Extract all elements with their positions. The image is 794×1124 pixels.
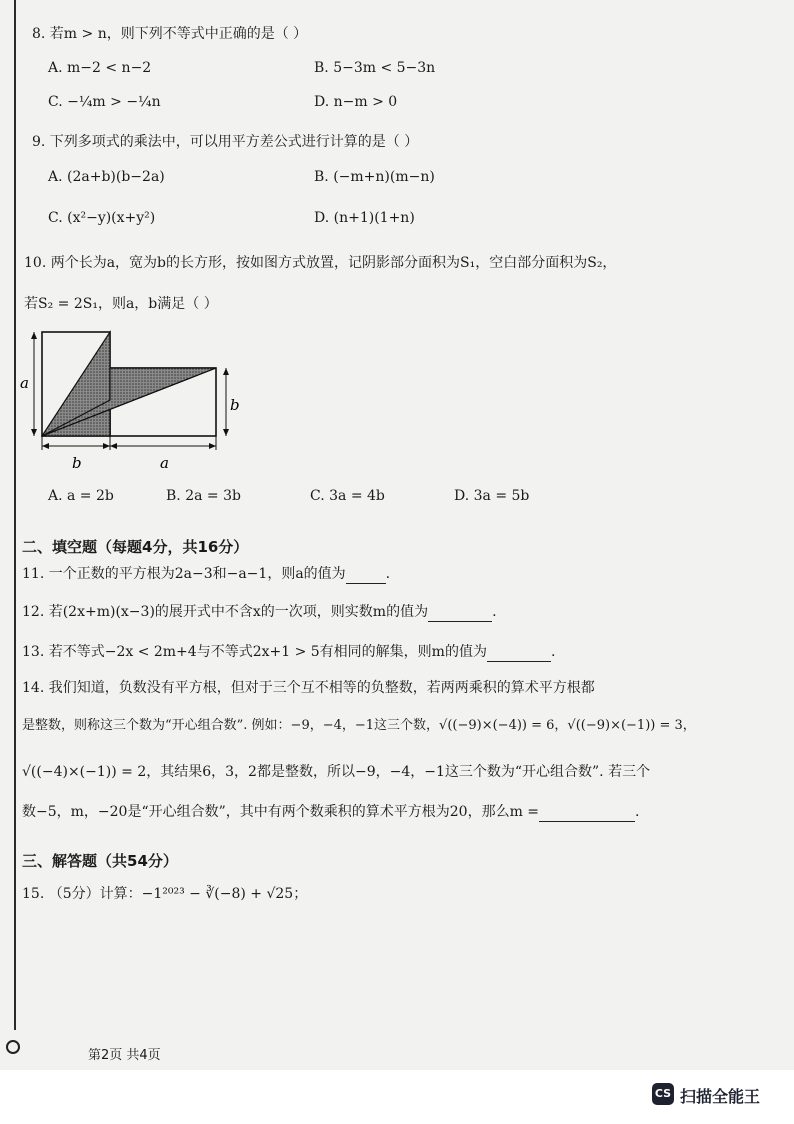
q10-option-a: A. a = 2b xyxy=(48,488,114,504)
q8-option-d: D. n−m > 0 xyxy=(314,94,398,110)
q14-blank xyxy=(539,807,635,822)
binding-hole xyxy=(6,1040,20,1054)
section-2-heading: 二、填空题（每题4分，共16分） xyxy=(22,538,249,556)
q13-blank xyxy=(487,647,551,662)
q12-text: 12. 若(2x+m)(x−3)的展开式中不含x的一次项，则实数m的值为 xyxy=(22,604,429,620)
q9-option-c: C. (x²−y)(x+y²) xyxy=(48,210,156,226)
q13-text: 13. 若不等式−2x < 2m+4与不等式2x+1 > 5有相同的解集，则m的值为 xyxy=(22,644,487,660)
q9-stem: 9. 下列多项式的乘法中，可以用平方差公式进行计算的是（ ） xyxy=(32,134,419,150)
label-b-right: b xyxy=(230,396,240,414)
q14-line-2: 是整数，则称这三个数为“开心组合数”. 例如：−9，−4，−1这三个数，√((−9)×(−4)) = 6，√((−9)×(−1)) = 3， xyxy=(22,718,696,733)
q10-option-c: C. 3a = 4b xyxy=(310,488,385,504)
q15: 15. （5分）计算：−1²⁰²³ − ∛(−8) + √25； xyxy=(22,886,308,902)
page-footer: 第2页 共4页 xyxy=(88,1048,161,1063)
q12: 12. 若(2x+m)(x−3)的展开式中不含x的一次项，则实数m的值为 . xyxy=(22,604,497,620)
q14-line-1: 14. 我们知道，负数没有平方根，但对于三个互不相等的负整数，若两两乘积的算术平方根都 xyxy=(22,680,595,696)
q8-stem: 8. 若m > n，则下列不等式中正确的是（ ） xyxy=(32,26,308,42)
camscanner-label: 扫描全能王 xyxy=(680,1087,761,1106)
q9-option-a: A. (2a+b)(b−2a) xyxy=(48,169,165,185)
label-a-bottom: a xyxy=(160,454,169,472)
q10-stem: 10. 两个长为a，宽为b的长方形，按如图方式放置，记阴影部分面积为S₁，空白部分面积为S₂， xyxy=(24,255,617,271)
q14-line-4: 数−5，m，−20是“开心组合数”，其中有两个数乘积的算术平方根为20，那么m = . xyxy=(22,804,640,820)
q8-option-c: C. −¼m > −¼n xyxy=(48,94,161,110)
label-b-bottom: b xyxy=(72,454,82,472)
q11-text: 11. 一个正数的平方根为2a−3和−a−1，则a的值为 xyxy=(22,566,346,582)
q12-blank xyxy=(428,607,492,622)
q10-stem-2: 若S₂ = 2S₁，则a，b满足（ ） xyxy=(24,296,218,312)
rectangles-figure xyxy=(18,320,248,480)
q14-line-3: √((−4)×(−1)) = 2，其结果6，3，2都是整数，所以−9，−4，−1这三个数为“开心组合数”. 若三个 xyxy=(22,764,651,780)
q14-text: 数−5，m，−20是“开心组合数”，其中有两个数乘积的算术平方根为20，那么m = xyxy=(22,804,540,820)
q10-option-d: D. 3a = 5b xyxy=(454,488,530,504)
q10-option-b: B. 2a = 3b xyxy=(166,488,241,504)
label-a-left: a xyxy=(20,374,29,392)
camscanner-logo-icon: CS xyxy=(652,1083,674,1105)
q11-blank xyxy=(346,569,386,584)
q11: 11. 一个正数的平方根为2a−3和−a−1，则a的值为 . xyxy=(22,566,391,582)
q8-option-b: B. 5−3m < 5−3n xyxy=(314,60,436,76)
q8-option-a: A. m−2 < n−2 xyxy=(48,60,152,76)
section-3-heading: 三、解答题（共54分） xyxy=(22,852,178,870)
q9-option-d: D. (n+1)(1+n) xyxy=(314,210,415,226)
q13: 13. 若不等式−2x < 2m+4与不等式2x+1 > 5有相同的解集，则m的值为 . xyxy=(22,644,556,660)
margin-line xyxy=(14,0,16,1030)
q9-option-b: B. (−m+n)(m−n) xyxy=(314,169,435,185)
